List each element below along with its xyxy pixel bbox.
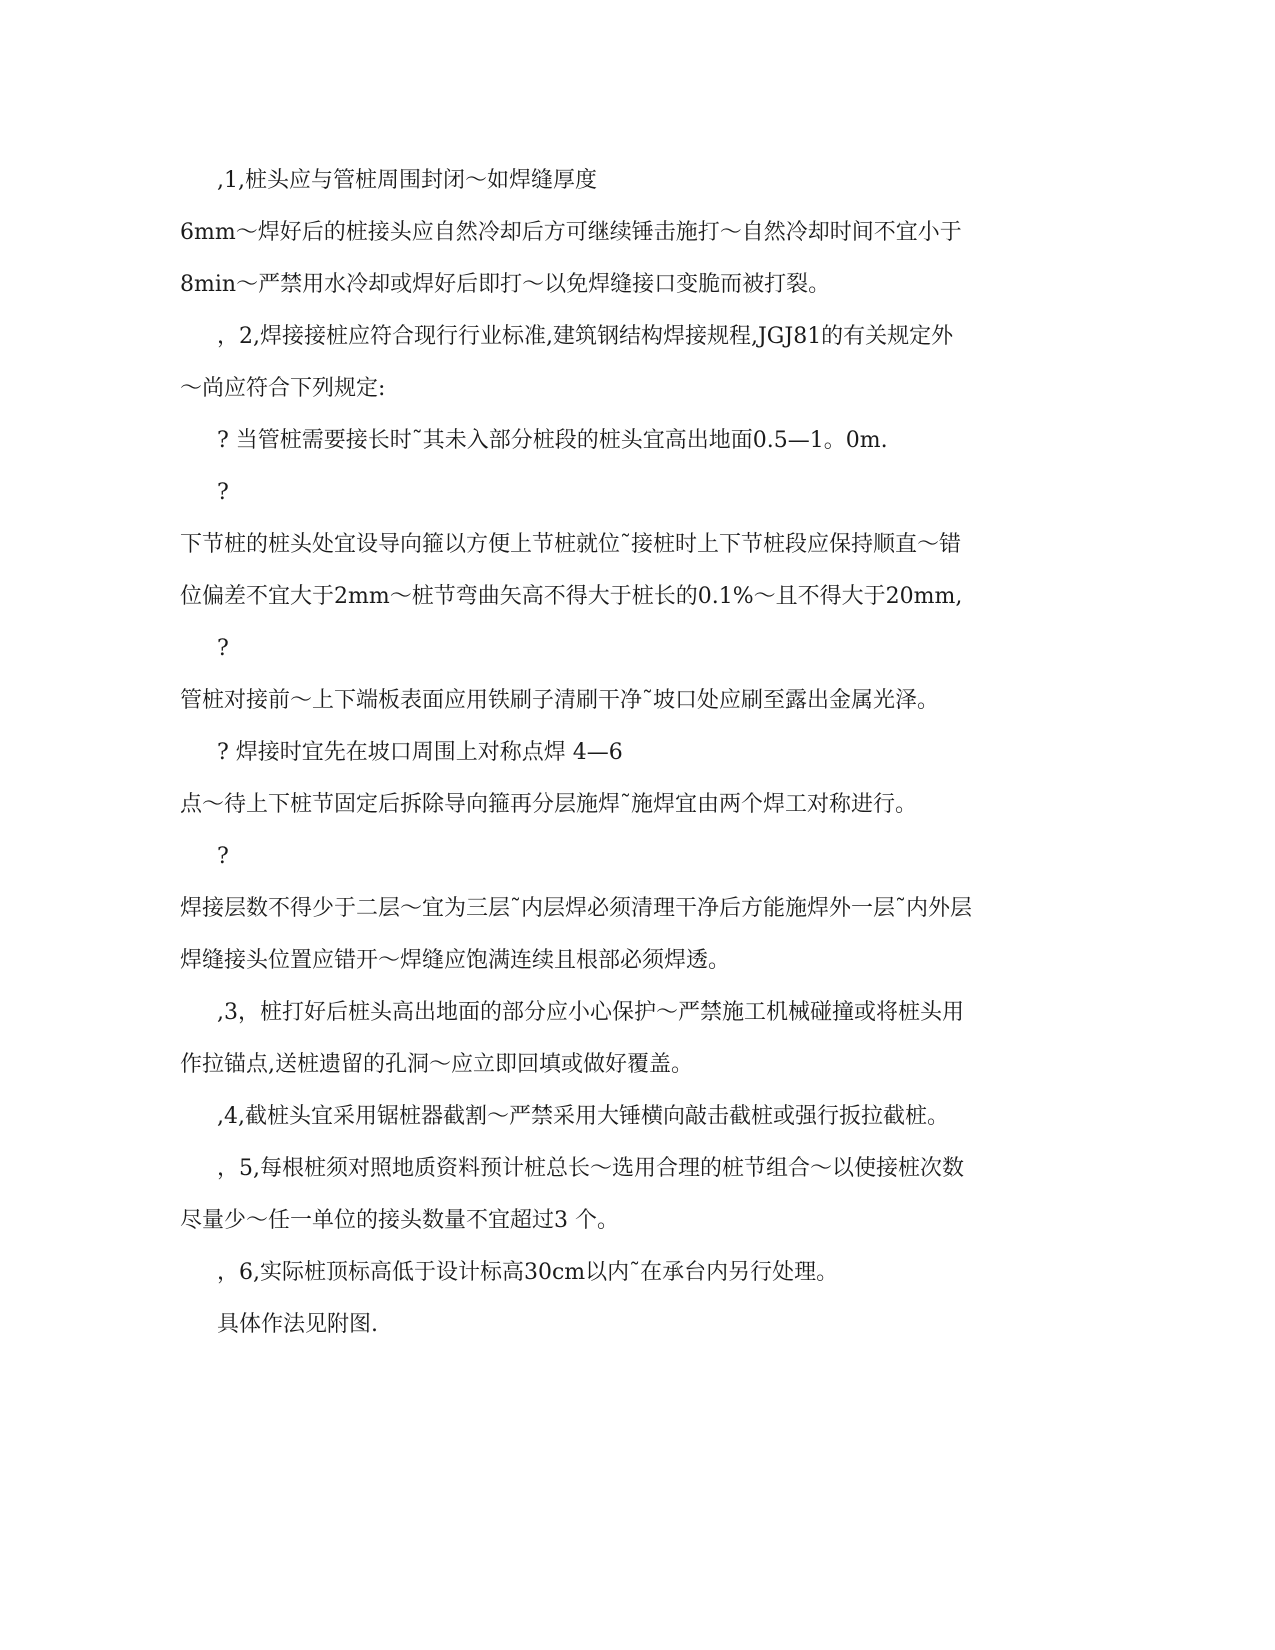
paragraph-line: 8min～严禁用水冷却或焊好后即打～以免焊缝接口变脆而被打裂。 — [180, 272, 831, 297]
paragraph-line: ，6,实际桩顶标高低于设计标高30cm以内˜在承台内另行处理。 — [217, 1260, 839, 1285]
paragraph-line: 作拉锚点,送桩遗留的孔洞～应立即回填或做好覆盖。 — [180, 1052, 693, 1077]
paragraph-line: 位偏差不宜大于2mm～桩节弯曲矢高不得大于桩长的0.1%～且不得大于20mm, — [180, 584, 963, 609]
paragraph-line: ,3，桩打好后桩头高出地面的部分应小心保护～严禁施工机械碰撞或将桩头用 — [217, 1000, 964, 1025]
paragraph-line: ? — [217, 844, 229, 869]
paragraph-line: ，5,每根桩须对照地质资料预计桩总长～选用合理的桩节组合～以使接桩次数 — [217, 1156, 964, 1181]
paragraph-line: ,1,桩头应与管桩周围封闭～如焊缝厚度 — [217, 168, 597, 193]
paragraph-line: 下节桩的桩头处宜设导向箍以方便上节桩就位˜接桩时上下节桩段应保持顺直～错 — [180, 532, 962, 557]
paragraph-line: ，2,焊接接桩应符合现行行业标准,建筑钢结构焊接规程,JGJ81的有关规定外 — [217, 324, 954, 349]
paragraph-line: ? — [217, 480, 229, 505]
paragraph-line: 6mm～焊好后的桩接头应自然冷却后方可继续锤击施打～自然冷却时间不宜小于 — [180, 220, 962, 245]
paragraph-line: ,4,截桩头宜采用锯桩器截割～严禁采用大锤横向敲击截桩或强行扳拉截桩。 — [217, 1104, 949, 1129]
paragraph-line: 焊接层数不得少于二层～宜为三层˜内层焊必须清理干净后方能施焊外一层˜内外层 — [180, 896, 973, 921]
paragraph-line: ? 焊接时宜先在坡口周围上对称点焊 4—6 — [217, 740, 623, 765]
paragraph-line: ? — [217, 636, 229, 661]
paragraph-line: 管桩对接前～上下端板表面应用铁刷子清刷干净˜坡口处应刷至露出金属光泽。 — [180, 688, 940, 713]
paragraph-line: 尽量少～任一单位的接头数量不宜超过3 个。 — [180, 1208, 619, 1233]
paragraph-line: 具体作法见附图. — [217, 1312, 378, 1337]
paragraph-line: 点～待上下桩节固定后拆除导向箍再分层施焊˜施焊宜由两个焊工对称进行。 — [180, 792, 918, 817]
paragraph-line: ～尚应符合下列规定: — [180, 376, 386, 401]
paragraph-line: 焊缝接头位置应错开～焊缝应饱满连续且根部必须焊透。 — [180, 948, 731, 973]
paragraph-line: ? 当管桩需要接长时˜其未入部分桩段的桩头宜高出地面0.5—1。0m. — [217, 428, 888, 453]
